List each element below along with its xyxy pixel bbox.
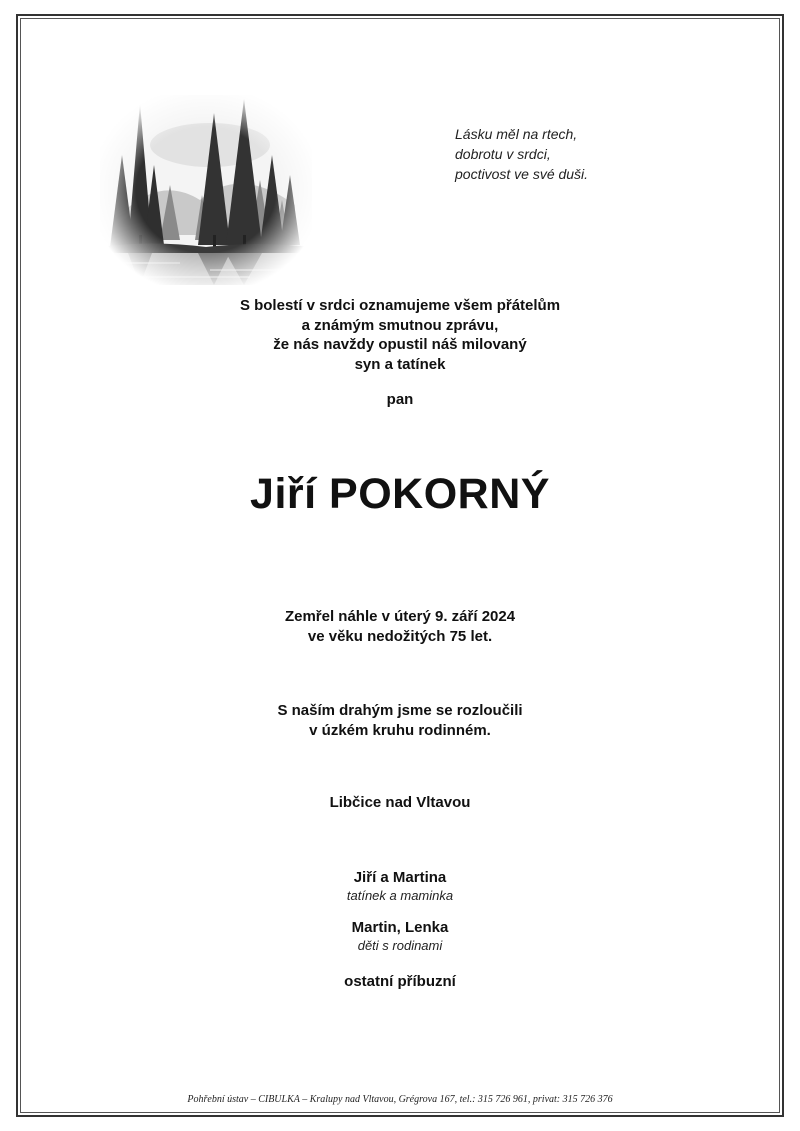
farewell-line: v úzkém kruhu rodinném.: [309, 721, 491, 739]
announcement-line: S bolestí v srdci oznamujeme všem přátelům: [239, 297, 561, 314]
mourner-relation: tatínek a maminka: [346, 888, 454, 903]
death-info-line: ve věku nedožitých 75 let.: [307, 627, 493, 645]
mourner-name: Jiří a Martina: [353, 869, 447, 886]
mourner-relation: děti s rodinami: [357, 938, 443, 953]
motto-line: dobrotu v srdci,: [455, 146, 551, 162]
motto-line: poctivost ve své duši.: [455, 166, 589, 182]
honorific: pan: [386, 391, 414, 408]
motto-quote: [455, 124, 695, 184]
death-info: [0, 607, 800, 646]
farewell-line: S naším drahým jsme se rozloučili: [277, 702, 523, 719]
motto-line: Lásku měl na rtech,: [455, 126, 578, 142]
mourner-name: Martin, Lenka: [351, 919, 449, 936]
announcement-line: a známým smutnou zprávu,: [301, 316, 499, 334]
forest-lake-icon: [100, 95, 312, 285]
funeral-home-footer: Pohřební ústav – CIBULKA – Kralupy nad Vltavou, Grégrova 167, tel.: 315 726 961, privat: 315 726 376: [187, 1094, 613, 1105]
deceased-name: Jiří POKORNÝ: [250, 470, 550, 518]
place: Libčice nad Vltavou: [329, 794, 471, 811]
death-info-line: Zemřel náhle v úterý 9. září 2024: [284, 608, 516, 625]
announcement-line: syn a tatínek: [354, 355, 446, 373]
farewell-note: [0, 701, 800, 740]
announcement: [0, 296, 800, 374]
other-relatives: ostatní příbuzní: [344, 973, 456, 990]
announcement-line: že nás navždy opustil náš milovaný: [273, 336, 527, 353]
